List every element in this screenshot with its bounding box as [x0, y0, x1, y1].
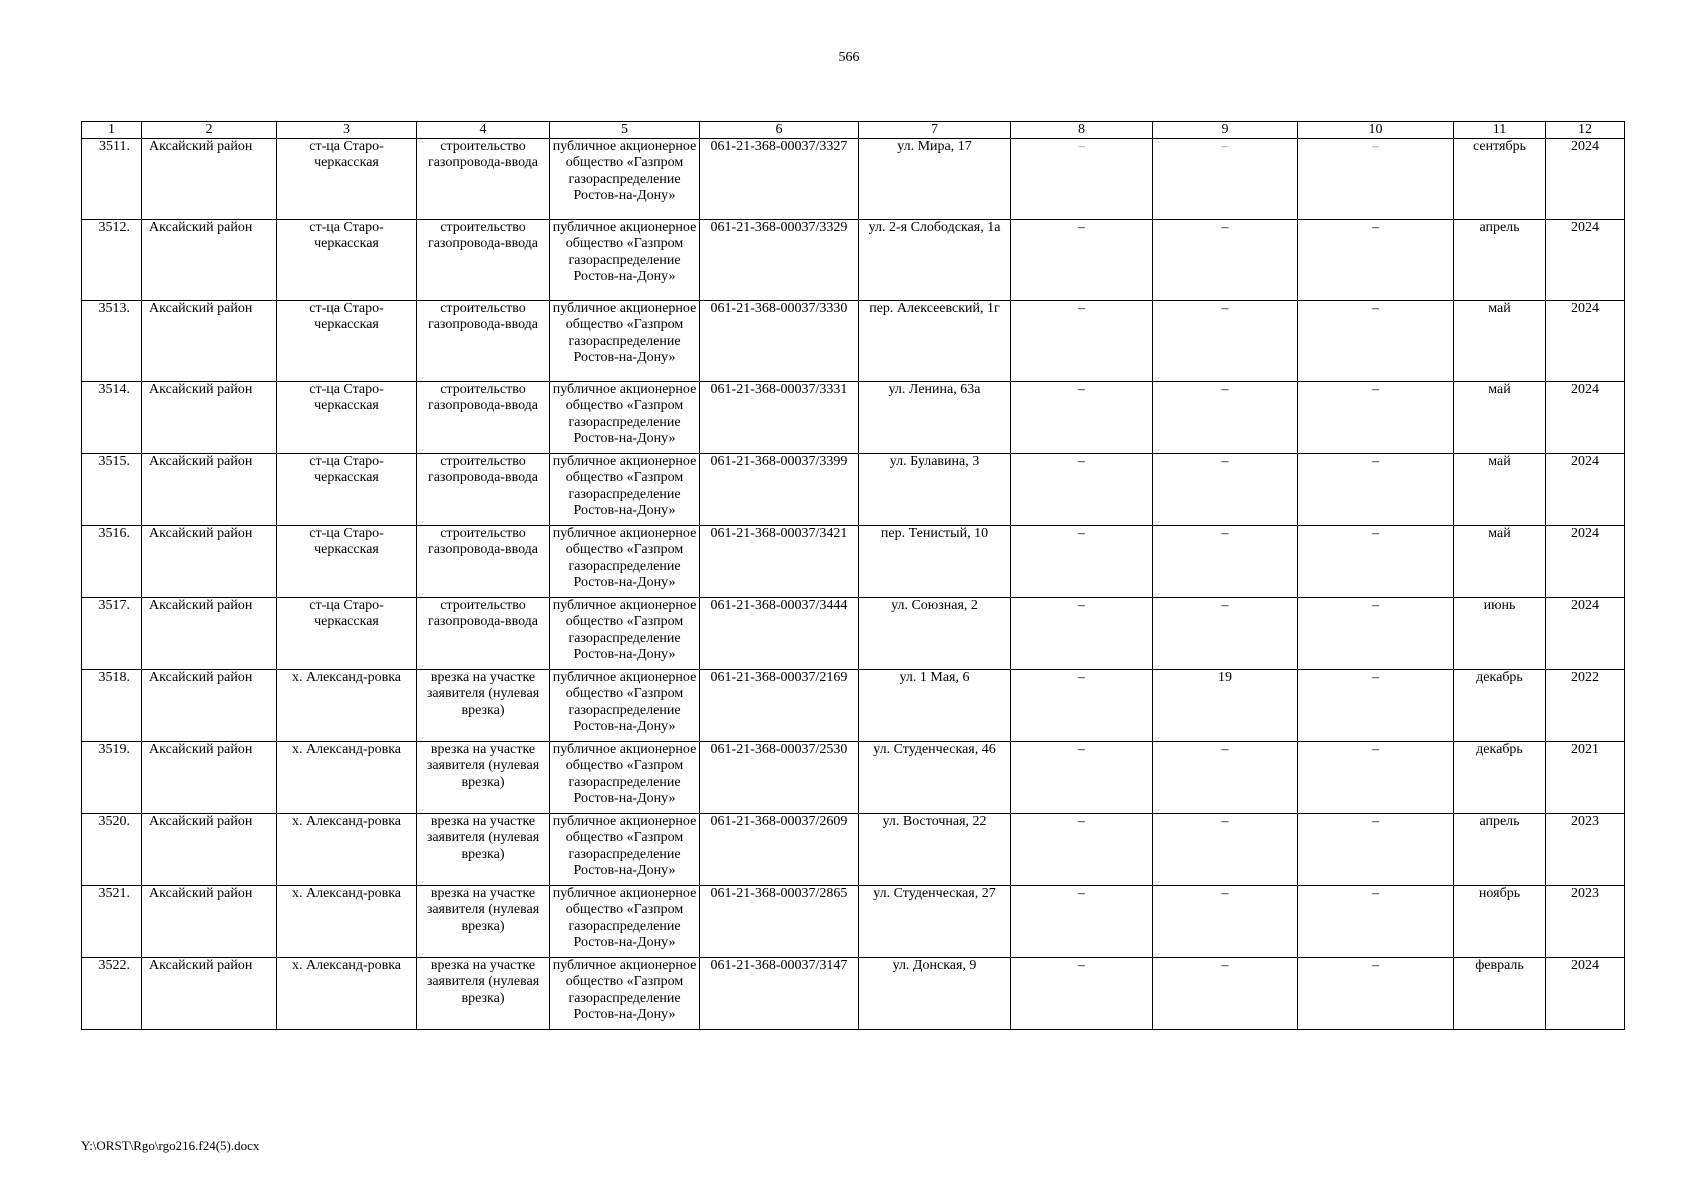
work-type: врезка на участке заявителя (нулевая врезка) [417, 814, 550, 886]
year: 2024 [1546, 526, 1625, 598]
address: ул. Союзная, 2 [859, 598, 1011, 670]
row-number: 3514. [82, 382, 142, 454]
footer-file-path: Y:\ORST\Rgo\rgo216.f24(5).docx [81, 1138, 260, 1153]
settlement: ст-ца Старо-черкасская [277, 454, 417, 526]
col-9-value: – [1153, 958, 1298, 1030]
owner: публичное акционерное общество «Газпром газораспределение Ростов-на-Дону» [550, 526, 700, 598]
address: пер. Тенистый, 10 [859, 526, 1011, 598]
year: 2023 [1546, 814, 1625, 886]
work-type: строительство газопровода-ввода [417, 382, 550, 454]
settlement: х. Александ-ровка [277, 670, 417, 742]
district: Аксайский район [142, 886, 277, 958]
column-header: 3 [277, 122, 417, 139]
table-row [82, 382, 1625, 454]
column-header: 10 [1298, 122, 1454, 139]
work-type: врезка на участке заявителя (нулевая врезка) [417, 670, 550, 742]
year: 2024 [1546, 382, 1625, 454]
table-header-row [82, 122, 1625, 139]
object-code: 061-21-368-00037/3327 [700, 139, 859, 220]
column-header: 5 [550, 122, 700, 139]
object-code: 061-21-368-00037/2169 [700, 670, 859, 742]
year: 2024 [1546, 301, 1625, 382]
col-8-value: – [1011, 454, 1153, 526]
address: ул. 2-я Слободская, 1а [859, 220, 1011, 301]
work-type: строительство газопровода-ввода [417, 454, 550, 526]
col-8-value: – [1011, 886, 1153, 958]
work-type: строительство газопровода-ввода [417, 220, 550, 301]
col-9-value: – [1153, 886, 1298, 958]
col-10-value: – [1298, 139, 1454, 220]
month: май [1454, 301, 1546, 382]
month: апрель [1454, 814, 1546, 886]
col-10-value: – [1298, 301, 1454, 382]
work-type: врезка на участке заявителя (нулевая врезка) [417, 742, 550, 814]
owner: публичное акционерное общество «Газпром газораспределение Ростов-на-Дону» [550, 958, 700, 1030]
col-10-value: – [1298, 814, 1454, 886]
row-number: 3520. [82, 814, 142, 886]
month: февраль [1454, 958, 1546, 1030]
address: ул. Мира, 17 [859, 139, 1011, 220]
table-row [82, 958, 1625, 1030]
row-number: 3513. [82, 301, 142, 382]
table-row [82, 301, 1625, 382]
object-code: 061-21-368-00037/2530 [700, 742, 859, 814]
district: Аксайский район [142, 382, 277, 454]
address: пер. Алексеевский, 1г [859, 301, 1011, 382]
work-type: строительство газопровода-ввода [417, 301, 550, 382]
month: июнь [1454, 598, 1546, 670]
col-10-value: – [1298, 742, 1454, 814]
owner: публичное акционерное общество «Газпром газораспределение Ростов-на-Дону» [550, 454, 700, 526]
col-8-value: – [1011, 526, 1153, 598]
col-9-value: – [1153, 382, 1298, 454]
address: ул. Булавина, 3 [859, 454, 1011, 526]
col-10-value: – [1298, 886, 1454, 958]
row-number: 3516. [82, 526, 142, 598]
month: декабрь [1454, 742, 1546, 814]
settlement: ст-ца Старо-черкасская [277, 220, 417, 301]
table-row [82, 220, 1625, 301]
row-number: 3515. [82, 454, 142, 526]
col-9-value: – [1153, 526, 1298, 598]
col-9-value: – [1153, 454, 1298, 526]
column-header: 8 [1011, 122, 1153, 139]
col-9-value: – [1153, 598, 1298, 670]
object-code: 061-21-368-00037/3330 [700, 301, 859, 382]
col-8-value: – [1011, 382, 1153, 454]
district: Аксайский район [142, 742, 277, 814]
settlement: х. Александ-ровка [277, 886, 417, 958]
column-header: 6 [700, 122, 859, 139]
object-code: 061-21-368-00037/2865 [700, 886, 859, 958]
month: ноябрь [1454, 886, 1546, 958]
col-8-value: – [1011, 742, 1153, 814]
settlement: х. Александ-ровка [277, 742, 417, 814]
col-9-value: – [1153, 139, 1298, 220]
col-8-value: – [1011, 958, 1153, 1030]
settlement: ст-ца Старо-черкасская [277, 301, 417, 382]
page-number: 566 [838, 50, 860, 65]
column-header: 2 [142, 122, 277, 139]
address: ул. Донская, 9 [859, 958, 1011, 1030]
district: Аксайский район [142, 814, 277, 886]
year: 2024 [1546, 598, 1625, 670]
row-number: 3519. [82, 742, 142, 814]
col-8-value: – [1011, 814, 1153, 886]
column-header: 9 [1153, 122, 1298, 139]
owner: публичное акционерное общество «Газпром газораспределение Ростов-на-Дону» [550, 886, 700, 958]
month: апрель [1454, 220, 1546, 301]
work-type: строительство газопровода-ввода [417, 139, 550, 220]
column-header: 1 [82, 122, 142, 139]
col-8-value: – [1011, 139, 1153, 220]
year: 2024 [1546, 139, 1625, 220]
address: ул. 1 Мая, 6 [859, 670, 1011, 742]
month: декабрь [1454, 670, 1546, 742]
year: 2023 [1546, 886, 1625, 958]
table-row [82, 526, 1625, 598]
col-10-value: – [1298, 220, 1454, 301]
table-row [82, 598, 1625, 670]
work-type: врезка на участке заявителя (нулевая врезка) [417, 958, 550, 1030]
object-code: 061-21-368-00037/3444 [700, 598, 859, 670]
column-header: 11 [1454, 122, 1546, 139]
month: май [1454, 454, 1546, 526]
owner: публичное акционерное общество «Газпром газораспределение Ростов-на-Дону» [550, 301, 700, 382]
object-code: 061-21-368-00037/2609 [700, 814, 859, 886]
district: Аксайский район [142, 139, 277, 220]
work-type: строительство газопровода-ввода [417, 526, 550, 598]
col-10-value: – [1298, 454, 1454, 526]
district: Аксайский район [142, 526, 277, 598]
address: ул. Восточная, 22 [859, 814, 1011, 886]
col-9-value: – [1153, 220, 1298, 301]
settlement: ст-ца Старо-черкасская [277, 598, 417, 670]
settlement: х. Александ-ровка [277, 814, 417, 886]
district: Аксайский район [142, 220, 277, 301]
col-9-value: – [1153, 301, 1298, 382]
object-code: 061-21-368-00037/3329 [700, 220, 859, 301]
column-header: 4 [417, 122, 550, 139]
row-number: 3521. [82, 886, 142, 958]
table-row [82, 139, 1625, 220]
object-code: 061-21-368-00037/3147 [700, 958, 859, 1030]
table-row [82, 670, 1625, 742]
address: ул. Студенческая, 46 [859, 742, 1011, 814]
table-row [82, 814, 1625, 886]
owner: публичное акционерное общество «Газпром газораспределение Ростов-на-Дону» [550, 220, 700, 301]
district: Аксайский район [142, 454, 277, 526]
settlement: х. Александ-ровка [277, 958, 417, 1030]
row-number: 3511. [82, 139, 142, 220]
row-number: 3518. [82, 670, 142, 742]
object-code: 061-21-368-00037/3421 [700, 526, 859, 598]
object-code: 061-21-368-00037/3331 [700, 382, 859, 454]
address: ул. Студенческая, 27 [859, 886, 1011, 958]
col-10-value: – [1298, 382, 1454, 454]
col-10-value: – [1298, 670, 1454, 742]
year: 2022 [1546, 670, 1625, 742]
work-type: строительство газопровода-ввода [417, 598, 550, 670]
table-row [82, 886, 1625, 958]
row-number: 3522. [82, 958, 142, 1030]
month: май [1454, 382, 1546, 454]
gas-connection-register-table [81, 121, 1625, 1030]
col-9-value: – [1153, 742, 1298, 814]
row-number: 3512. [82, 220, 142, 301]
owner: публичное акционерное общество «Газпром газораспределение Ростов-на-Дону» [550, 742, 700, 814]
column-header: 12 [1546, 122, 1625, 139]
district: Аксайский район [142, 598, 277, 670]
owner: публичное акционерное общество «Газпром газораспределение Ростов-на-Дону» [550, 139, 700, 220]
owner: публичное акционерное общество «Газпром газораспределение Ростов-на-Дону» [550, 598, 700, 670]
district: Аксайский район [142, 301, 277, 382]
col-8-value: – [1011, 301, 1153, 382]
settlement: ст-ца Старо-черкасская [277, 139, 417, 220]
year: 2024 [1546, 454, 1625, 526]
col-9-value: 19 [1153, 670, 1298, 742]
year: 2021 [1546, 742, 1625, 814]
address: ул. Ленина, 63а [859, 382, 1011, 454]
col-8-value: – [1011, 598, 1153, 670]
district: Аксайский район [142, 958, 277, 1030]
col-8-value: – [1011, 670, 1153, 742]
owner: публичное акционерное общество «Газпром газораспределение Ростов-на-Дону» [550, 814, 700, 886]
col-8-value: – [1011, 220, 1153, 301]
col-10-value: – [1298, 958, 1454, 1030]
month: май [1454, 526, 1546, 598]
owner: публичное акционерное общество «Газпром газораспределение Ростов-на-Дону» [550, 382, 700, 454]
row-number: 3517. [82, 598, 142, 670]
table-row [82, 454, 1625, 526]
col-9-value: – [1153, 814, 1298, 886]
owner: публичное акционерное общество «Газпром газораспределение Ростов-на-Дону» [550, 670, 700, 742]
settlement: ст-ца Старо-черкасская [277, 382, 417, 454]
year: 2024 [1546, 220, 1625, 301]
work-type: врезка на участке заявителя (нулевая врезка) [417, 886, 550, 958]
col-10-value: – [1298, 526, 1454, 598]
table-row [82, 742, 1625, 814]
col-10-value: – [1298, 598, 1454, 670]
month: сентябрь [1454, 139, 1546, 220]
object-code: 061-21-368-00037/3399 [700, 454, 859, 526]
column-header: 7 [859, 122, 1011, 139]
district: Аксайский район [142, 670, 277, 742]
settlement: ст-ца Старо-черкасская [277, 526, 417, 598]
year: 2024 [1546, 958, 1625, 1030]
